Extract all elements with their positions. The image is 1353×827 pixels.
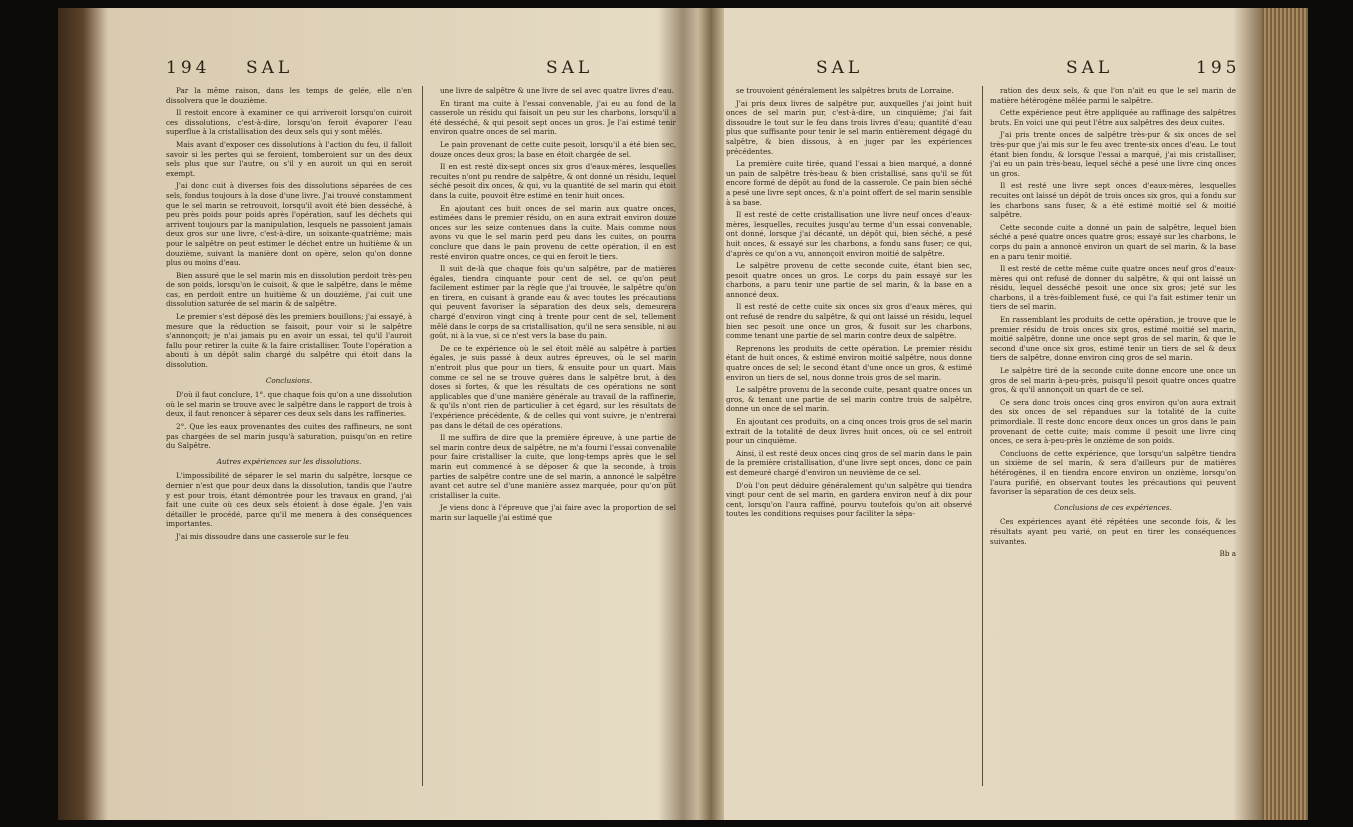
paragraph: Reprenons les produits de cette opération. Le premier résidu étant de huit onces, & estimé environ moitié salpêtre, nous donne quatre onces de sel; le second étant d'une once un gros, & estimé environ un tiers de sel, nous donne trois gros de sel marin. (726, 343, 972, 382)
running-head: SAL (816, 58, 864, 78)
paragraph: 2°. Que les eaux provenantes des cuites des raffineurs, ne sont pas chargées de sel marin jusqu'à saturation, puisqu'on en retire du Salpêtre. (166, 422, 412, 451)
paragraph: Mais avant d'exposer ces dissolutions à l'action du feu, il falloit savoir si les pertes qui se feroient, tomberoient sur un des deux sels plus que sur l'autre, ou s'il y en auroit un qui en seroit exempt. (166, 139, 412, 178)
paragraph: Il me suffira de dire que la première épreuve, à une partie de sel marin contre deux de salpêtre, ne m'a fourni l'essai convenable pour faire cristalliser la cuite, que long-temps après que le sel marin eut commencé à se déposer & que la seconde, à trois parties de salpêtre contre une de sel marin, a annoncé le salpêtre avant cet autre sel d'une manière assez marquée, pour qu'on pût cristalliser la cuite. (430, 433, 676, 500)
paragraph: En ajoutant ces produits, on a cinq onces trois gros de sel marin extrait de la totalité de deux livres huit onces, où ce sel entroit pour un cinquième. (726, 417, 972, 446)
paragraph: Cette seconde cuite a donné un pain de salpêtre, lequel bien séché a pesé quatre onces quatre gros; essayé sur les charbons, le corps du pain a annoncé environ un quart de sel marin, & la base en a paru tenir moitié. (990, 222, 1236, 261)
page-number: 195 (1196, 58, 1241, 78)
paragraph: D'où l'on peut déduire généralement qu'un salpêtre qui tiendra vingt pour cent de sel marin, en gardera environ neuf à dix pour cent, lorsqu'on l'aura raffiné, pourvu toutefois qu'on ait observé toutes les conditions requises pour faciliter la sépa- (726, 480, 972, 519)
paragraph: Ainsi, il est resté deux onces cinq gros de sel marin dans le pain de la première cristallisation, d'une livre sept onces, donc ce pain est demeuré chargé d'environ un neuvième de ce sel. (726, 448, 972, 477)
paragraph: Le premier s'est déposé dès les premiers bouillons; j'ai essayé, à mesure que la réduction se faisoit, pour voir si le salpêtre s'annonçoit; je n'ai jamais pu en avoir un essai, tel qu'il l'auroit fallu pour retirer la cuite & la faire cristalliser. Toute l'opération a abouti à un dépôt salin chargé du salpêtre qui étoit dans la dissolution. (166, 312, 412, 370)
paragraph: En rassemblant les produits de cette opération, je trouve que le premier résidu de trois onces six gros, estimé moitié sel marin, moitié salpêtre, donne une once sept gros de sel marin, & que le second d'une once six gros, estimé tenir un tiers de sel & deux tiers de salpêtre, donne environ cinq gros de sel marin. (990, 315, 1236, 363)
paragraph: Il est resté de cette cristallisation une livre neuf onces d'eaux-mères, lesquelles, recuites jusqu'au terme d'un essai convenable, ont donné, lorsque j'ai décanté, un dépôt qui, bien séché, a pesé huit onces, & essayé sur les charbons, a fondu sans fuser; ce qui, d'après ce qu'on a vu, annonçoit environ moitié de salpêtre. (726, 210, 972, 258)
paragraph: Le salpêtre tiré de la seconde cuite donne encore une once un gros de sel marin à-peu-près, puisqu'il pesoit quatre onces quatre gros, & qu'il annonçoit un quart de ce sel. (990, 366, 1236, 395)
paragraph: Le salpêtre provenu de cette seconde cuite, étant bien sec, pesoit quatre onces un gros. Le corps du pain essayé sur les charbons, a paru tenir une partie de sel marin, & la base en a annoncé deux. (726, 261, 972, 299)
paragraph: ration des deux sels, & que l'on n'ait eu que le sel marin de matière hétérogène mêlée parmi le salpêtre. (990, 86, 1236, 105)
left-page (166, 38, 696, 808)
paragraph: Il est resté une livre sept onces d'eaux-mères, lesquelles recuites ont laissé un dépôt de trois onces six gros, qui a fondu sur les charbons sans fuser, & a été estimé moitié sel & moitié salpêtre. (990, 181, 1236, 220)
paragraph: L'impossibilité de séparer le sel marin du salpêtre, lorsque ce dernier n'est que pour deux dans la dissolution, tandis que l'autre y est pour trois, étant démontrée pour les travaux en grand, j'ai fait une cuite où ces deux sels étoient à dose égale. J'en vais détailler le procédé, parce qu'il me menera à des conséquences importantes. (166, 471, 412, 529)
paragraph: se trouvoient généralement les salpêtres bruts de Lorraine. (736, 86, 954, 95)
section-heading: Autres expériences sur les dissolutions. (216, 456, 362, 466)
paragraph: De ce te expérience où le sel étoit mêlé au salpêtre à parties égales, je suis passé à deux autres épreuves, où le sel marin n'entroit plus que pour un tiers, & ensuite pour un quart. Mais comme ce sel ne se trouve guères dans le salpêtre brut, à des doses si fortes, & que les résultats de ces opérations ne sont applicables que d'une manière générale au travail de la raffinerie, & qu'ils n'ont rien de particulier à cet égard, sur les résultats de l'expérience précédente, & de celles qui vont suivre, je n'entrerai pas dans le détail de ces opérations. (430, 343, 676, 430)
book-gutter (698, 8, 724, 820)
paragraph: Par la même raison, dans les temps de gelée, elle n'en dissolvera que le douzième. (166, 86, 412, 105)
section-heading: Conclusions. (265, 375, 313, 385)
right-column-1 (726, 86, 972, 796)
paragraph: Il est resté de cette cuite six onces six gros d'eaux mères, qui ont refusé de rendre du salpêtre, & qui ont laissé un résidu, lequel bien sec pesoit une once un gros, & fusoit sur les charbons, comme tenant une partie de sel marin contre deux de salpêtre. (726, 302, 972, 341)
paragraph: Le pain provenant de cette cuite pesoit, lorsqu'il a été bien sec, douze onces deux gros; la base en étoit chargée de sel. (430, 139, 676, 159)
paragraph: Ce sera donc trois onces cinq gros environ qu'on aura extrait des six onces de sel répandues sur la totalité de la cuite primordiale. Il reste donc encore deux onces un gros dans le pain provenant de cette cuite; mais comme il pesoit une livre cinq onces, ce sera à-peu-près le onzième de son poids. (990, 397, 1236, 446)
paragraph: Je viens donc à l'épreuve que j'ai faire avec la proportion de sel marin sur laquelle j'ai estimé que (430, 503, 676, 522)
left-column-2 (430, 86, 676, 796)
paragraph: Il est resté de cette même cuite quatre onces neuf gros d'eaux-mères qui ont refusé de donner du salpêtre, & qui ont laissé un résidu, lequel desséché pesoit une once six gros; jeté sur les charbons, il a très-foiblement fusé, ce qui l'a fait estimer tenir un tiers de sel marin. (990, 264, 1236, 312)
paragraph: Concluons de cette expérience, que lorsqu'un salpêtre tiendra un sixième de sel marin, & sera d'ailleurs pur de matières hétérogènes, il en tiendra encore environ un onzième, lorsqu'on l'aura purifié, en observant toutes les précautions qui peuvent favoriser la séparation de ces deux sels. (990, 448, 1236, 497)
paragraph: D'où il faut conclure, 1°. que chaque fois qu'on a une dissolution où le sel marin se trouve avec le salpêtre dans le rapport de trois à deux, il faut renoncer à séparer ces deux sels dans les raffineries. (166, 390, 412, 419)
paragraph: J'ai mis dissoudre dans une casserole sur le feu (176, 531, 349, 541)
signature-mark: Bb a (1219, 549, 1236, 559)
running-head: SAL (1066, 58, 1114, 78)
paragraph: J'ai pris trente onces de salpêtre très-pur & six onces de sel très-pur que j'ai mis sur le feu avec trente-six onces d'eau. Le tout étant bien fondu, & lorsque l'essai a marqué, j'ai mis cristalliser, j'ai eu un pain très-beau, lequel séché a pesé une livre cinq onces un gros. (990, 130, 1236, 178)
column-rule (982, 86, 983, 786)
page-edges (1262, 8, 1308, 820)
paragraph: Ces expériences ayant été répétées une seconde fois, & les résultats ayant peu varié, on peut en tirer les conséquences suivantes. (990, 517, 1236, 546)
paragraph: Il restoit encore à examiner ce qui arriveroit lorsqu'on cuiroit ces dissolutions, c'est-à-dire, lorsqu'on feroit évaporer l'eau superflue à la cristallisation des deux sels qui y sont mêlés. (166, 108, 412, 137)
left-header (166, 58, 696, 84)
column-rule (422, 86, 423, 786)
paragraph: Il en est resté dix-sept onces six gros d'eaux-mères, lesquelles recuites n'ont pu rendre de salpêtre, & ont donné un résidu, lequel séché pesoit dix onces, & qui, vu la quantité de sel marin qui étoit dans la cuite, pouvoit être estimé en tenir huit onces. (430, 162, 676, 200)
right-header (726, 58, 1266, 84)
paragraph: Bien assuré que le sel marin mis en dissolution perdoit très-peu de son poids, lorsqu'on le cuisoit, & que le salpêtre, dans le même cas, en perdoit entre un huitième & un douzième, j'ai cuit une dissolution saturée de sel marin & de salpêtre. (166, 270, 412, 309)
paragraph: Il suit de-là que chaque fois qu'un salpêtre, par de matières égales, tiendra cinquante pour cent de sel, ce qu'on peut facilement estimer par la règle que j'ai trouvée, le salpêtre qu'on en tirera, en cuisant à grande eau & avec toutes les précautions qui peuvent favoriser la séparation des deux sels, demeurera chargé d'environ vingt cinq à trente pour cent de sel, tellement mêlé dans le corps de sa cristallisation, qu'il ne sera sensible, ni au goût, ni à la vue, si ce n'est vers la base du pain. (430, 264, 676, 341)
left-column-1 (166, 86, 412, 796)
paragraph: Cette expérience peut être appliquée au raffinage des salpêtres bruts. En voici une qui peut l'être aux salpêtres des deux cuites. (990, 108, 1236, 127)
paragraph: En tirant ma cuite à l'essai convenable, j'ai eu au fond de la casserole un résidu qui faisoit un peu sur les charbons, lorsqu'il a été desséché, & qui pesoit sept onces un gros. Je l'ai estimé tenir environ quatre onces de sel marin. (430, 98, 676, 137)
open-book (58, 8, 1308, 820)
running-head: SAL (546, 58, 594, 78)
paragraph: La première cuite tirée, quand l'essai a bien marqué, a donné un pain de salpêtre très-beau & bien cristallisé, sans qu'il se fût encore formé de dépôt au fond de la casserole. Ce pain bien séché a pesé une livre sept onces, & n'a point offert de sel marin sensible à sa base. (726, 159, 972, 207)
right-column-2 (990, 86, 1236, 796)
paragraph: une livre de salpêtre & une livre de sel avec quatre livres d'eau. (440, 86, 674, 95)
right-page (726, 38, 1266, 808)
paragraph: Le salpêtre provenu de la seconde cuite, pesant quatre onces un gros, & tenant une partie de sel marin contre trois de salpêtre, donne un once de sel marin. (726, 385, 972, 414)
paragraph: J'ai pris deux livres de salpêtre pur, auxquelles j'ai joint huit onces de sel marin pur, c'est-à-dire, un cinquième; j'ai fait dissoudre le tout sur le feu dans trois livres d'eau; quantité d'eau plus que suffisante pour tenir le sel marin entièrement dégagé du salpêtre, & bien dissous, à en juger par les expériences précédentes. (726, 98, 972, 156)
page-number: 194 (166, 58, 211, 78)
running-head: SAL (246, 58, 294, 78)
section-heading: Conclusions de ces expériences. (1054, 502, 1172, 512)
paragraph: En ajoutant ces huit onces de sel marin aux quatre onces, estimées dans le premier résidu, on en aura extrait environ douze onces sur les seize contenues dans la cuite. Mais comme nous avons vu que le sel marin perd peu dans les cuites, on pourra conclure que dans le pain provenu de cette opération, il en est resté environ quatre onces, ce qui en feroit le tiers. (430, 203, 676, 261)
paragraph: J'ai donc cuit à diverses fois des dissolutions séparées de ces sels, fondus toujours à la dose d'une livre. J'ai trouvé constamment que le sel marin se retrouvoit, lorsqu'il avoit été bien desséché, à peu près poids pour poids après l'opération, sauf les déchets qui arrivent toujours par la manipulation, lesquels ne passoient jamais deux gros sur une livre, c'est-à-dire, un soixante-quatrième; mais pour le salpêtre on peut estimer le déchet entre un huitième & un douzième, suivant la manière dont on opère, selon qu'on donne plus ou moins d'eau. (166, 181, 412, 268)
